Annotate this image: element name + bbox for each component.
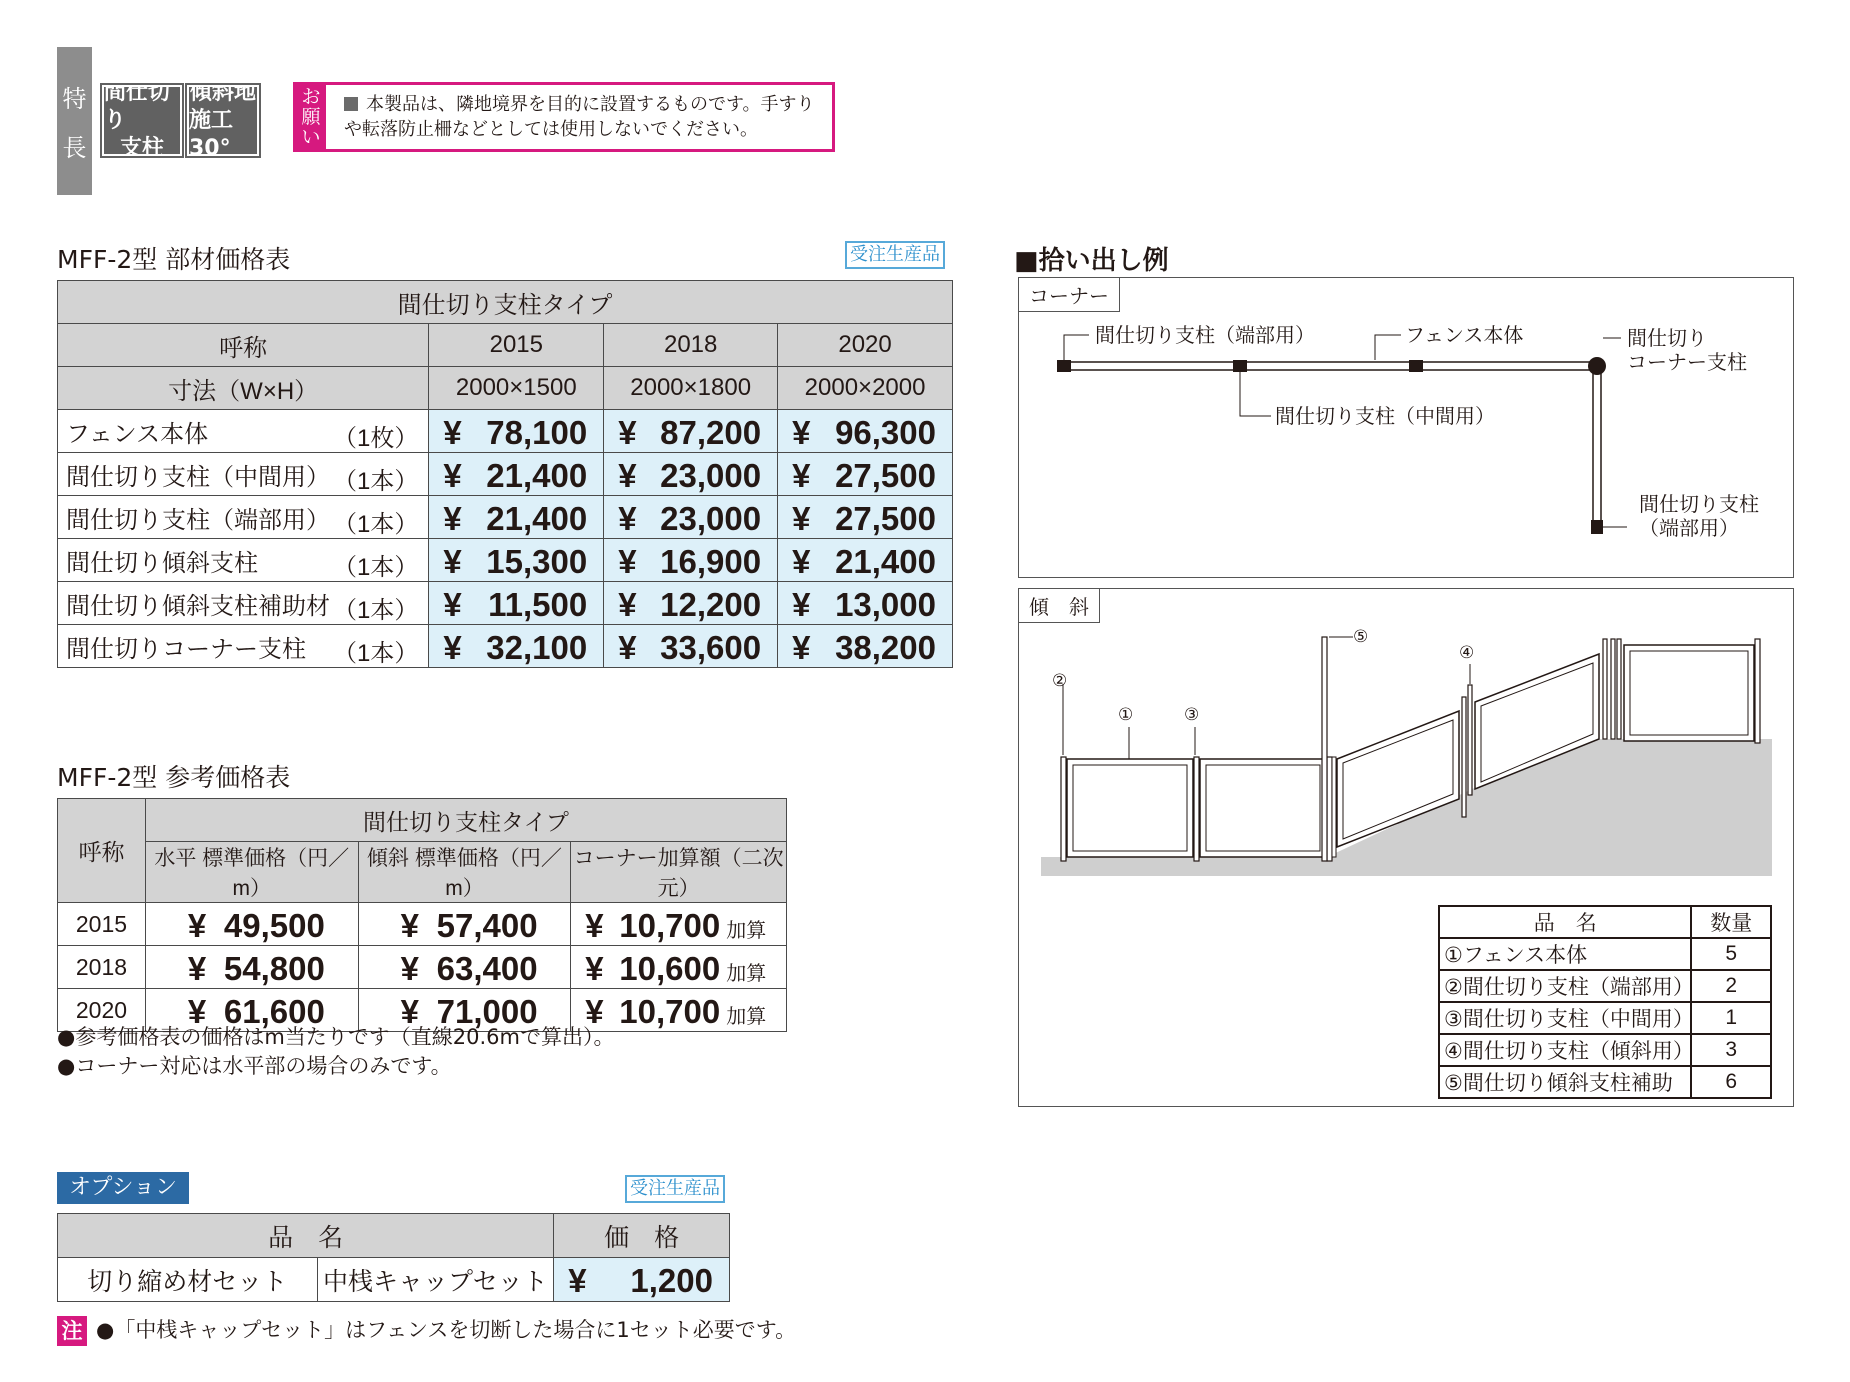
item-cell: ⑤間仕切り傾斜支柱補助 [1439, 1066, 1691, 1098]
price-cell [554, 1258, 730, 1302]
table-row [58, 453, 953, 496]
part-name-cell [58, 453, 429, 496]
price-cell [604, 582, 778, 625]
price-value: 54,800 [223, 950, 325, 987]
reference-notes [57, 1023, 615, 1081]
attention-text: ●「中桟キャップセット」はフェンスを切断した場合に1セット必要です。 [96, 1318, 797, 1342]
part-unit: （1枚） [333, 425, 419, 452]
qty-cell: 2 [1691, 970, 1771, 1002]
price-cell [145, 946, 358, 989]
price-cell [604, 453, 778, 496]
part-name: 間仕切り傾斜支柱補助材 [66, 592, 330, 620]
option-name-cell: 切り縮め材セット [58, 1258, 318, 1302]
mid-post [1194, 757, 1199, 861]
made-to-order-badge: 受注生産品 [845, 241, 945, 269]
attention-tag: 注 [57, 1316, 87, 1346]
table-row [58, 625, 953, 668]
size-cell: 2000×1800 [604, 367, 778, 410]
price-value: 23,000 [660, 457, 762, 494]
price-value: 87,200 [660, 414, 762, 451]
qty-cell: 3 [1691, 1034, 1771, 1066]
qty-header: 数量 [1691, 906, 1771, 938]
item-cell: ②間仕切り支柱（端部用） [1439, 970, 1691, 1002]
price-cell [604, 625, 778, 668]
price-value: 57,400 [436, 907, 538, 944]
request-tag [296, 85, 326, 149]
column-header: コーナー加算額（二次元） [571, 842, 787, 903]
price-value: 21,400 [486, 500, 588, 537]
price-cell [429, 410, 604, 453]
request-text-block [344, 92, 824, 142]
price-value: 96,300 [835, 414, 936, 451]
currency-symbol: ¥ [443, 500, 462, 537]
table-row [58, 539, 953, 582]
qty-cell: 1 [1691, 1002, 1771, 1034]
currency-symbol: ¥ [443, 543, 462, 580]
feature-label [57, 47, 92, 195]
currency-symbol: ¥ [618, 543, 637, 580]
square-bullet-icon [344, 97, 358, 111]
currency-symbol: ¥ [792, 414, 811, 451]
marker-5: ⑤ [1353, 627, 1369, 647]
price-cell [358, 946, 571, 989]
currency-symbol: ¥ [443, 629, 462, 666]
slope-aux-post [1611, 639, 1615, 739]
slope-post [1332, 757, 1336, 857]
price-cell [778, 582, 953, 625]
type-header: 間仕切り支柱タイプ [58, 281, 953, 324]
price-value: 13,000 [835, 586, 936, 623]
fence-body-line [1593, 366, 1601, 528]
price-value: 10,700 [619, 907, 721, 944]
currency-symbol: ¥ [585, 950, 604, 987]
option-price-header: 価 格 [554, 1214, 730, 1258]
part-name: 間仕切りコーナー支柱 [66, 635, 306, 663]
part-unit: （1本） [333, 511, 419, 538]
price-cell [429, 496, 604, 539]
currency-symbol: ¥ [792, 543, 811, 580]
fence-body-line [1063, 362, 1593, 370]
name-header: 呼称 [58, 799, 146, 903]
fence-panel-inner [1206, 765, 1320, 851]
price-value: 71,000 [436, 993, 538, 1030]
price-cell [429, 539, 604, 582]
price-value: 49,500 [223, 907, 325, 944]
model-cell: 2018 [58, 946, 146, 989]
price-suffix: 加算 [726, 1006, 767, 1028]
currency-symbol: ¥ [792, 500, 811, 537]
currency-symbol: ¥ [400, 993, 419, 1030]
price-value: 21,400 [486, 457, 588, 494]
part-name: 間仕切り支柱（端部用） [66, 506, 330, 534]
label-mid-post: 間仕切り支柱（中間用） [1275, 404, 1495, 428]
item-header: 品 名 [1439, 906, 1691, 938]
column-header: 水平 標準価格（円／m） [145, 842, 358, 903]
price-cell [604, 496, 778, 539]
part-unit: （1本） [333, 640, 419, 667]
part-unit: （1本） [333, 468, 419, 495]
request-tag-char: い [301, 126, 321, 148]
table-row [1439, 1002, 1771, 1034]
leader-line [1064, 335, 1089, 360]
qty-cell: 5 [1691, 938, 1771, 970]
currency-symbol: ¥ [618, 414, 637, 451]
label-corner-post [1627, 326, 1747, 374]
part-name-cell [58, 496, 429, 539]
price-cell [778, 539, 953, 582]
part-name-cell [58, 625, 429, 668]
label-line: コーナー支柱 [1627, 350, 1747, 374]
price-cell [778, 496, 953, 539]
currency-symbol: ¥ [187, 950, 207, 987]
part-name-cell [58, 410, 429, 453]
currency-symbol: ¥ [568, 1262, 587, 1299]
request-tag-char: 願 [301, 106, 321, 128]
label-line: （端部用） [1639, 516, 1739, 540]
price-value: 12,200 [660, 586, 762, 623]
item-cell: ①フェンス本体 [1439, 938, 1691, 970]
feature-chip-line: 支柱 [119, 135, 164, 161]
table-row [1439, 1034, 1771, 1066]
item-cell: ③間仕切り支柱（中間用） [1439, 1002, 1691, 1034]
table-row [58, 946, 787, 989]
fence-panel-inner [1073, 765, 1187, 851]
pickup-table [1438, 905, 1772, 1099]
currency-symbol: ¥ [585, 993, 604, 1030]
option-name-cell: 中桟キャップセット [317, 1258, 554, 1302]
table-row [1439, 970, 1771, 1002]
price-cell [604, 539, 778, 582]
slope-diagram [1019, 589, 1795, 889]
option-table [57, 1213, 730, 1302]
price-value: 15,300 [486, 543, 588, 580]
currency-symbol: ¥ [618, 629, 637, 666]
price-value: 78,100 [486, 414, 588, 451]
size-cell: 2000×1500 [429, 367, 604, 410]
currency-symbol: ¥ [443, 457, 462, 494]
corner-tag: コーナー [1018, 277, 1120, 312]
currency-symbol: ¥ [792, 586, 811, 623]
part-unit: （1本） [333, 597, 419, 624]
end-post-marker [1057, 360, 1071, 372]
qty-cell: 6 [1691, 1066, 1771, 1098]
price-value: 61,600 [223, 993, 325, 1030]
size-cell: 2000×2000 [778, 367, 953, 410]
price-value: 11,500 [488, 586, 588, 623]
leader-line [1240, 372, 1271, 416]
part-name: 間仕切り支柱（中間用） [66, 463, 330, 491]
currency-symbol: ¥ [187, 993, 207, 1030]
price-suffix: 加算 [726, 963, 767, 985]
price-value: 33,600 [660, 629, 762, 666]
mid-post-marker [1233, 360, 1247, 372]
column-header: 傾斜 標準価格（円／m） [358, 842, 571, 903]
currency-symbol: ¥ [618, 500, 637, 537]
feature-chip-line: 施工30° [189, 107, 234, 161]
part-name-cell [58, 582, 429, 625]
table-row [1439, 1066, 1771, 1098]
currency-symbol: ¥ [792, 629, 811, 666]
slope-post [1462, 697, 1466, 817]
note-line: ●コーナー対応は水平部の場合のみです。 [57, 1054, 452, 1078]
table-row [58, 903, 787, 946]
currency-symbol: ¥ [792, 457, 811, 494]
part-name-cell [58, 539, 429, 582]
label-fence-body: フェンス本体 [1405, 323, 1524, 347]
reference-table-title: MFF-2型 参考価格表 [57, 763, 291, 792]
price-cell [429, 582, 604, 625]
feature-label-char: 長 [62, 134, 87, 162]
price-value: 32,100 [486, 629, 588, 666]
currency-symbol: ¥ [618, 586, 637, 623]
model-header: 2015 [429, 324, 604, 367]
slope-aux-post [1322, 637, 1327, 861]
mid-post-marker [1409, 360, 1423, 372]
model-cell: 2015 [58, 903, 146, 946]
currency-symbol: ¥ [400, 950, 419, 987]
fence-panel-inner [1630, 651, 1748, 735]
request-notice [293, 82, 835, 152]
price-cell [571, 903, 787, 946]
made-to-order-badge: 受注生産品 [625, 1175, 725, 1203]
price-cell [145, 903, 358, 946]
parts-table-title: MFF-2型 部材価格表 [57, 245, 291, 274]
table-row [58, 410, 953, 453]
table-row [58, 496, 953, 539]
feature-label-char: 特 [62, 85, 87, 113]
label-end-post: 間仕切り支柱（端部用） [1095, 323, 1315, 347]
item-cell: ④間仕切り支柱（傾斜用） [1439, 1034, 1691, 1066]
price-value: 1,200 [630, 1262, 713, 1299]
price-value: 27,500 [835, 500, 936, 537]
price-value: 27,500 [835, 457, 936, 494]
slope-post [1603, 639, 1607, 739]
slope-diagram-panel [1018, 588, 1794, 1107]
end-post [1327, 757, 1332, 861]
model-cell: 2020 [58, 989, 146, 1032]
feature-chip-line: 間仕切り [104, 79, 171, 133]
price-cell [778, 453, 953, 496]
currency-symbol: ¥ [443, 414, 462, 451]
marker-3: ③ [1184, 705, 1200, 725]
price-cell [429, 625, 604, 668]
part-name: フェンス本体 [66, 420, 209, 448]
parts-price-table [57, 280, 953, 668]
model-header: 2018 [604, 324, 778, 367]
model-header: 2020 [778, 324, 953, 367]
currency-symbol: ¥ [400, 907, 419, 944]
end-post [1061, 757, 1066, 861]
price-cell [358, 903, 571, 946]
price-suffix: 加算 [726, 920, 767, 942]
marker-2: ② [1052, 671, 1068, 691]
price-cell [571, 946, 787, 989]
option-name-header: 品 名 [58, 1214, 554, 1258]
price-cell [778, 410, 953, 453]
currency-symbol: ¥ [585, 907, 604, 944]
price-value: 23,000 [660, 500, 762, 537]
price-cell [778, 625, 953, 668]
part-name: 間仕切り傾斜支柱 [66, 549, 258, 577]
table-row [58, 582, 953, 625]
table-row [58, 1258, 730, 1302]
note-line: ●参考価格表の価格はm当たりです（直線20.6mで算出）。 [57, 1025, 615, 1049]
corner-post-marker [1588, 357, 1606, 375]
reference-price-table [57, 798, 787, 1032]
pickup-title: ■拾い出し例 [1014, 246, 1169, 276]
request-text: 本製品は、隣地境界を目的に設置するものです。手すりや転落防止柵などとしては使用しないでください。 [344, 94, 815, 140]
slope-aux-post [1617, 639, 1621, 739]
marker-1: ① [1118, 705, 1134, 725]
label-line: 間仕切り [1627, 326, 1707, 350]
feature-chip-partition-post [102, 79, 182, 161]
price-value: 63,400 [436, 950, 538, 987]
leader-line [1375, 335, 1401, 360]
price-cell [429, 453, 604, 496]
feature-chip-line: 傾斜地 [189, 79, 256, 105]
corner-diagram-panel [1018, 277, 1794, 578]
slope-tag: 傾 斜 [1018, 588, 1100, 623]
feature-chip-slope [187, 79, 259, 161]
label-end-post-2 [1639, 492, 1759, 540]
request-tag-char: お [301, 86, 321, 108]
price-value: 10,700 [619, 993, 721, 1030]
end-post [1755, 639, 1760, 743]
table-row [1439, 938, 1771, 970]
marker-4: ④ [1459, 643, 1475, 663]
price-value: 16,900 [660, 543, 762, 580]
part-unit: （1本） [333, 554, 419, 581]
currency-symbol: ¥ [187, 907, 207, 944]
label-line: 間仕切り支柱 [1639, 492, 1759, 516]
name-header: 呼称 [58, 324, 429, 367]
price-value: 38,200 [835, 629, 936, 666]
option-tag: オプション [57, 1172, 189, 1204]
size-header: 寸法（W×H） [58, 367, 429, 410]
currency-symbol: ¥ [443, 586, 462, 623]
end-post-marker [1591, 520, 1603, 534]
type-header: 間仕切り支柱タイプ [145, 799, 786, 842]
price-value: 10,600 [619, 950, 721, 987]
currency-symbol: ¥ [618, 457, 637, 494]
slope-aux-post [1468, 685, 1472, 795]
price-cell [604, 410, 778, 453]
price-value: 21,400 [835, 543, 936, 580]
